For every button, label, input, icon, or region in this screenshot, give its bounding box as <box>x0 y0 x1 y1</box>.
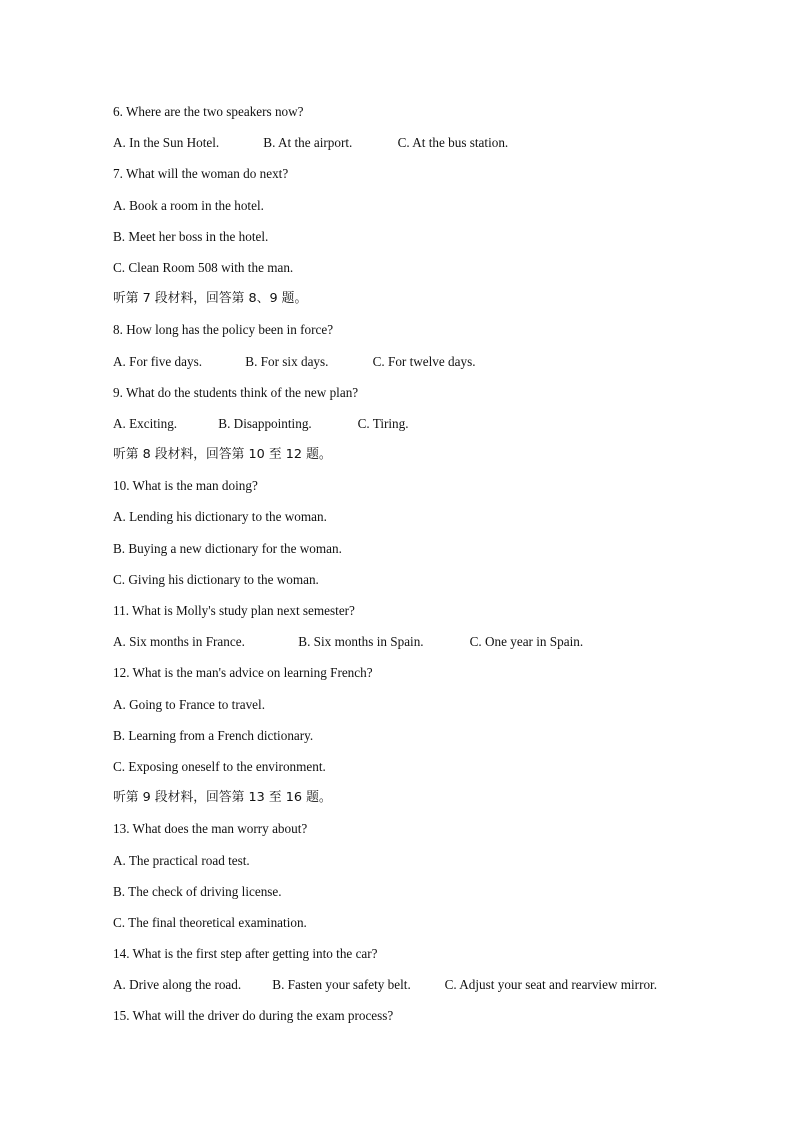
question-8-options <box>113 350 753 381</box>
section-instruction-7: 听第 7 段材料，回答第 8、9 题。 <box>113 291 308 307</box>
option-a: A. Six months in France. <box>113 634 245 650</box>
question-12-option-a: A. Going to France to travel. <box>113 696 265 712</box>
question-13-option-c: C. The final theoretical examination. <box>113 914 307 930</box>
option-a: A. Drive along the road. <box>113 977 242 993</box>
question-7-option-a: A. Book a room in the hotel. <box>113 197 264 213</box>
question-10-option-b: B. Buying a new dictionary for the woman. <box>113 540 342 556</box>
option-c: C. At the bus station. <box>397 135 509 151</box>
option-c: C. For twelve days. <box>372 353 476 369</box>
question-12-option-b: B. Learning from a French dictionary. <box>113 727 314 743</box>
question-14: 14. What is the first step after getting into the car? <box>113 946 378 962</box>
question-12-option-c: C. Exposing oneself to the environment. <box>113 758 326 774</box>
option-a: A. In the Sun Hotel. <box>113 135 220 151</box>
question-13-option-a: A. The practical road test. <box>113 852 250 868</box>
document-page <box>113 100 753 1036</box>
question-13-option-b: B. The check of driving license. <box>113 883 282 899</box>
option-b: B. For six days. <box>245 353 329 369</box>
question-10-option-a: A. Lending his dictionary to the woman. <box>113 509 327 525</box>
question-10-option-c: C. Giving his dictionary to the woman. <box>113 571 319 587</box>
option-c: C. One year in Spain. <box>469 634 584 650</box>
option-c: C. Adjust your seat and rearview mirror. <box>444 977 658 993</box>
question-6-options <box>113 131 753 162</box>
question-9: 9. What do the students think of the new plan? <box>113 384 359 400</box>
section-instruction-9: 听第 9 段材料，回答第 13 至 16 题。 <box>113 790 332 806</box>
question-15: 15. What will the driver do during the exam process? <box>113 1008 394 1024</box>
question-7-option-b: B. Meet her boss in the hotel. <box>113 228 269 244</box>
question-14-options <box>113 973 753 1004</box>
question-10: 10. What is the man doing? <box>113 478 258 494</box>
question-13: 13. What does the man worry about? <box>113 821 308 837</box>
option-c: C. Tiring. <box>357 415 409 431</box>
question-11-options <box>113 630 753 661</box>
question-8: 8. How long has the policy been in force? <box>113 322 334 338</box>
question-6: 6. Where are the two speakers now? <box>113 104 304 119</box>
option-b: B. Six months in Spain. <box>298 634 424 650</box>
option-b: B. At the airport. <box>263 135 353 151</box>
question-7-option-c: C. Clean Room 508 with the man. <box>113 259 294 275</box>
question-7: 7. What will the woman do next? <box>113 166 289 182</box>
question-12: 12. What is the man's advice on learning French? <box>113 665 373 681</box>
option-a: A. For five days. <box>113 353 203 369</box>
section-instruction-8: 听第 8 段材料，回答第 10 至 12 题。 <box>113 447 332 463</box>
option-b: B. Fasten your safety belt. <box>272 977 411 993</box>
option-a: A. Exciting. <box>113 415 178 431</box>
option-b: B. Disappointing. <box>218 415 312 431</box>
question-9-options <box>113 412 753 443</box>
question-11: 11. What is Molly's study plan next semester? <box>113 603 355 618</box>
